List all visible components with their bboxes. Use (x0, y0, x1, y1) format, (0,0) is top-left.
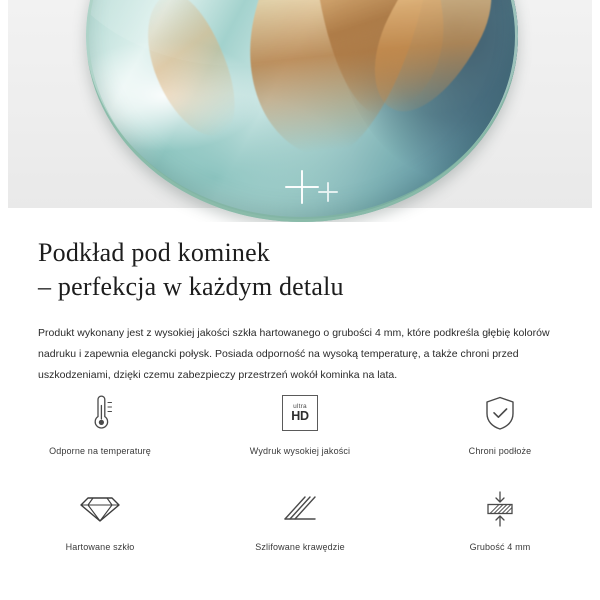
headline-line-1: Podkład pod kominek (38, 238, 271, 267)
glass-board-image (86, 0, 518, 222)
feature-print-quality (200, 392, 400, 456)
headline-line-2: – perfekcja w każdym detalu (38, 272, 344, 302)
feature-tempered-glass (0, 488, 200, 552)
feature-surface-protection (400, 392, 600, 456)
feature-thickness (400, 488, 600, 552)
page-title (0, 222, 600, 305)
feature-label: Grubość 4 mm (469, 542, 531, 552)
text-content (0, 222, 600, 386)
shield-check-icon (481, 392, 519, 434)
feature-temperature-resistant (0, 392, 200, 456)
feature-label: Chroni podłoże (468, 446, 532, 456)
thickness-arrows-icon (480, 488, 520, 530)
hero-image (0, 0, 600, 222)
feature-label: Szlifowane krawędzie (255, 542, 345, 552)
feature-label: Odporne na temperaturę (49, 446, 151, 456)
feature-grid (0, 392, 600, 552)
diamond-icon (79, 488, 121, 530)
ultra-hd-icon (282, 392, 318, 434)
ultra-hd-badge-top: ultra (293, 402, 307, 410)
thermometer-icon (80, 392, 120, 434)
feature-polished-edges (200, 488, 400, 552)
description-paragraph: Produkt wykonany jest z wysokiej jakości szkła hartowanego o grubości 4 mm, które podkreśla głębię kolorów nadruku i zapewnia elegancki połysk. Posiada odporność na wysoką temperaturę, a także chroni przed uszkodzeniami, dzięki czemu zabezpieczy przestrzeń wokół kominka na lata. (38, 326, 550, 381)
ultra-hd-badge-bottom: HD (291, 409, 309, 423)
feature-label: Wydruk wysokiej jakości (249, 446, 351, 456)
feature-label: Hartowane szkło (65, 542, 135, 552)
polished-edges-icon (279, 488, 321, 530)
